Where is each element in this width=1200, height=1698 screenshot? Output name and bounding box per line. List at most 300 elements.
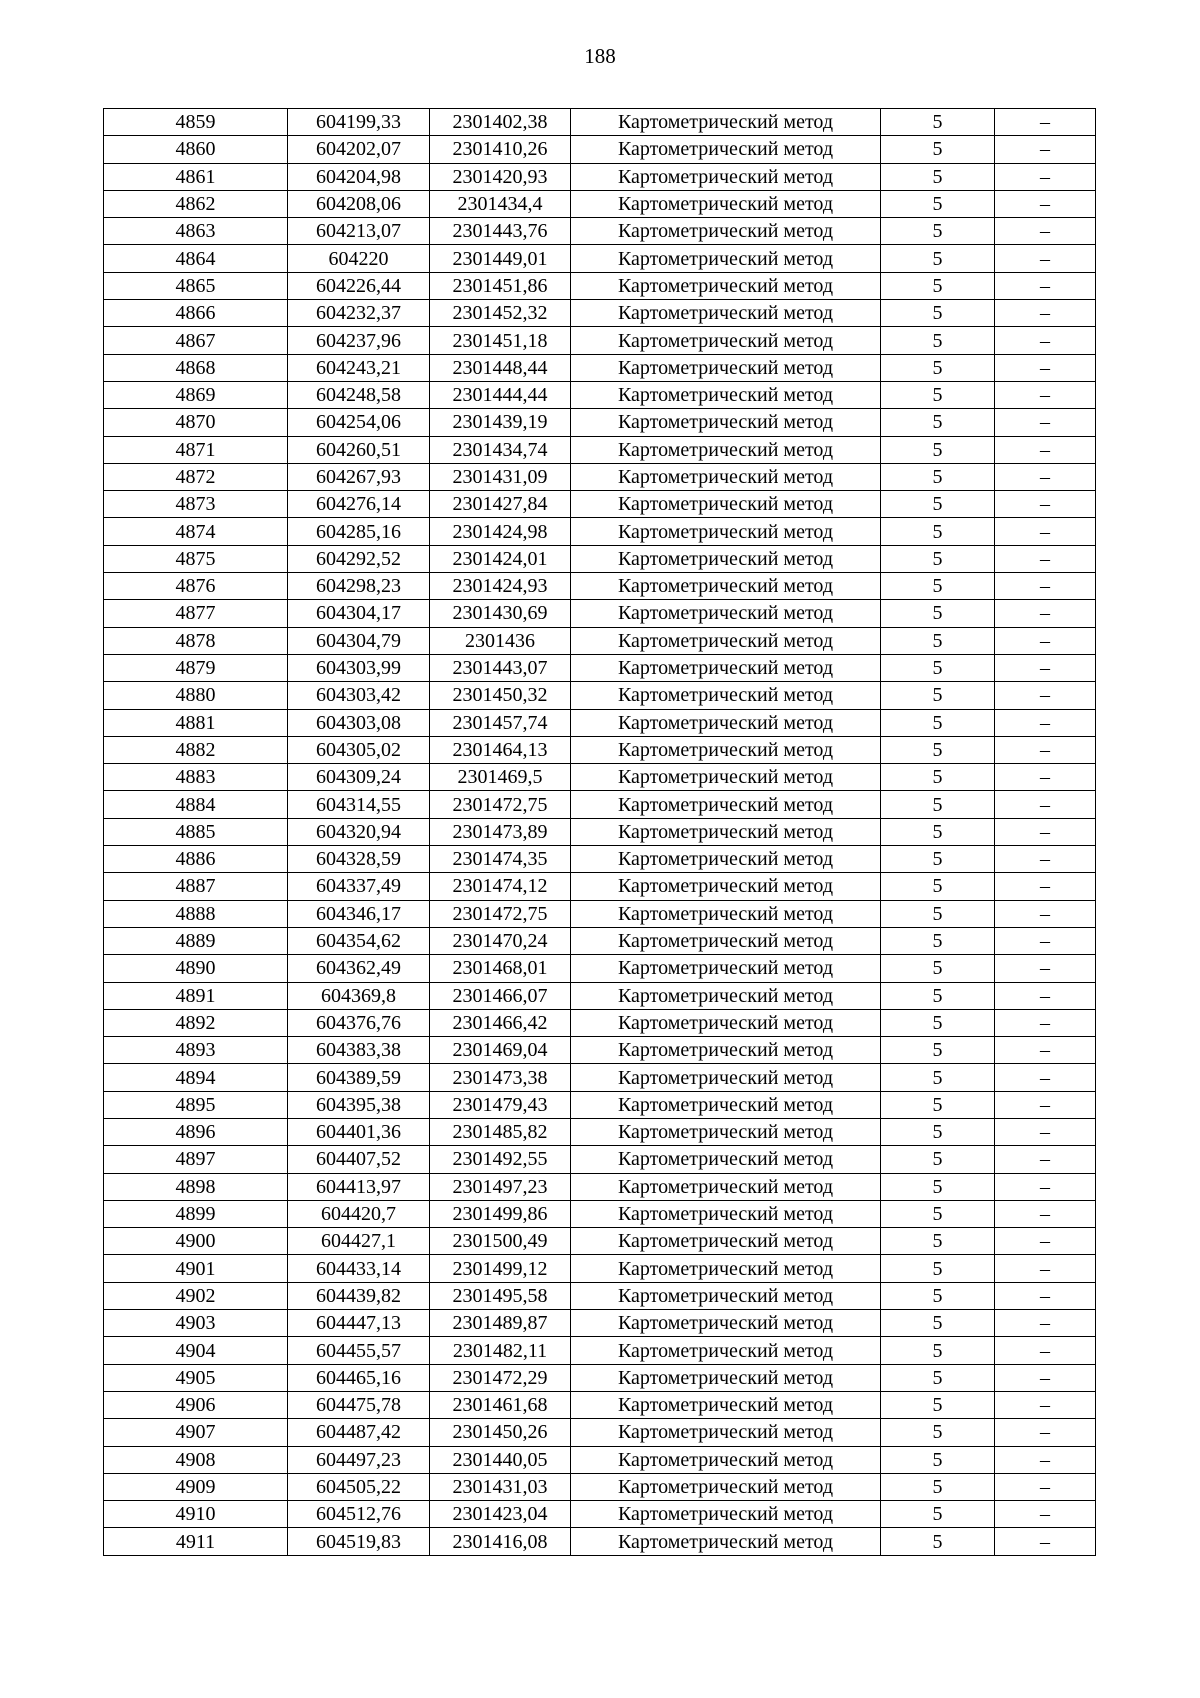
table-row [104,982,1096,1009]
x-coordinate-cell: 604328,59 [288,846,430,873]
y-coordinate-cell: 2301436 [430,627,571,654]
x-coordinate-cell: 604232,37 [288,300,430,327]
description-cell: – [995,1009,1096,1036]
x-coordinate-cell: 604362,49 [288,955,430,982]
method-cell: Картометрический метод [571,873,881,900]
accuracy-cell: 5 [881,272,995,299]
method-cell: Картометрический метод [571,1337,881,1364]
description-cell: – [995,545,1096,572]
y-coordinate-cell: 2301474,12 [430,873,571,900]
description-cell: – [995,190,1096,217]
accuracy-cell: 5 [881,900,995,927]
point-number-cell: 4906 [104,1391,288,1418]
x-coordinate-cell: 604395,38 [288,1091,430,1118]
method-cell: Картометрический метод [571,1310,881,1337]
table-row [104,463,1096,490]
description-cell: – [995,736,1096,763]
x-coordinate-cell: 604292,52 [288,545,430,572]
point-number-cell: 4893 [104,1037,288,1064]
point-number-cell: 4891 [104,982,288,1009]
description-cell: – [995,1228,1096,1255]
method-cell: Картометрический метод [571,1064,881,1091]
point-number-cell: 4885 [104,818,288,845]
table-row [104,654,1096,681]
x-coordinate-cell: 604199,33 [288,109,430,136]
accuracy-cell: 5 [881,1337,995,1364]
accuracy-cell: 5 [881,218,995,245]
page-number: 188 [584,44,616,68]
method-cell: Картометрический метод [571,600,881,627]
x-coordinate-cell: 604427,1 [288,1228,430,1255]
y-coordinate-cell: 2301457,74 [430,709,571,736]
accuracy-cell: 5 [881,436,995,463]
method-cell: Картометрический метод [571,1091,881,1118]
method-cell: Картометрический метод [571,1419,881,1446]
y-coordinate-cell: 2301472,29 [430,1364,571,1391]
table-row [104,682,1096,709]
point-number-cell: 4880 [104,682,288,709]
method-cell: Картометрический метод [571,1118,881,1145]
y-coordinate-cell: 2301469,5 [430,764,571,791]
point-number-cell: 4859 [104,109,288,136]
x-coordinate-cell: 604213,07 [288,218,430,245]
point-number-cell: 4910 [104,1501,288,1528]
accuracy-cell: 5 [881,136,995,163]
y-coordinate-cell: 2301434,4 [430,190,571,217]
x-coordinate-cell: 604303,08 [288,709,430,736]
y-coordinate-cell: 2301439,19 [430,409,571,436]
accuracy-cell: 5 [881,791,995,818]
table-row [104,1364,1096,1391]
description-cell: – [995,818,1096,845]
description-cell: – [995,600,1096,627]
table-row [104,491,1096,518]
method-cell: Картометрический метод [571,764,881,791]
x-coordinate-cell: 604320,94 [288,818,430,845]
table-row [104,1037,1096,1064]
x-coordinate-cell: 604267,93 [288,463,430,490]
accuracy-cell: 5 [881,573,995,600]
table-row [104,1255,1096,1282]
point-number-cell: 4874 [104,518,288,545]
y-coordinate-cell: 2301472,75 [430,900,571,927]
x-coordinate-cell: 604346,17 [288,900,430,927]
point-number-cell: 4872 [104,463,288,490]
table-row [104,873,1096,900]
description-cell: – [995,491,1096,518]
y-coordinate-cell: 2301466,07 [430,982,571,1009]
y-coordinate-cell: 2301500,49 [430,1228,571,1255]
description-cell: – [995,1473,1096,1500]
point-number-cell: 4904 [104,1337,288,1364]
method-cell: Картометрический метод [571,136,881,163]
point-number-cell: 4898 [104,1173,288,1200]
method-cell: Картометрический метод [571,736,881,763]
description-cell: – [995,982,1096,1009]
table-row [104,545,1096,572]
description-cell: – [995,873,1096,900]
method-cell: Картометрический метод [571,245,881,272]
table-row [104,818,1096,845]
description-cell: – [995,463,1096,490]
accuracy-cell: 5 [881,600,995,627]
x-coordinate-cell: 604204,98 [288,163,430,190]
table-row [104,163,1096,190]
table-row [104,300,1096,327]
table-row [104,1064,1096,1091]
description-cell: – [995,1391,1096,1418]
method-cell: Картометрический метод [571,1446,881,1473]
method-cell: Картометрический метод [571,463,881,490]
table-row [104,436,1096,463]
table-row [104,1009,1096,1036]
x-coordinate-cell: 604505,22 [288,1473,430,1500]
x-coordinate-cell: 604298,23 [288,573,430,600]
accuracy-cell: 5 [881,1118,995,1145]
method-cell: Картометрический метод [571,709,881,736]
y-coordinate-cell: 2301431,09 [430,463,571,490]
accuracy-cell: 5 [881,627,995,654]
x-coordinate-cell: 604433,14 [288,1255,430,1282]
x-coordinate-cell: 604487,42 [288,1419,430,1446]
y-coordinate-cell: 2301443,76 [430,218,571,245]
accuracy-cell: 5 [881,1200,995,1227]
accuracy-cell: 5 [881,1064,995,1091]
y-coordinate-cell: 2301450,32 [430,682,571,709]
x-coordinate-cell: 604413,97 [288,1173,430,1200]
y-coordinate-cell: 2301468,01 [430,955,571,982]
accuracy-cell: 5 [881,682,995,709]
point-number-cell: 4907 [104,1419,288,1446]
table-row [104,573,1096,600]
table-row [104,218,1096,245]
method-cell: Картометрический метод [571,190,881,217]
method-cell: Картометрический метод [571,109,881,136]
accuracy-cell: 5 [881,1173,995,1200]
table-row [104,1391,1096,1418]
table-row [104,1200,1096,1227]
description-cell: – [995,354,1096,381]
description-cell: – [995,764,1096,791]
y-coordinate-cell: 2301473,89 [430,818,571,845]
x-coordinate-cell: 604389,59 [288,1064,430,1091]
description-cell: – [995,1037,1096,1064]
description-cell: – [995,791,1096,818]
accuracy-cell: 5 [881,245,995,272]
table-row [104,1146,1096,1173]
table-row [104,1091,1096,1118]
description-cell: – [995,436,1096,463]
description-cell: – [995,955,1096,982]
y-coordinate-cell: 2301430,69 [430,600,571,627]
accuracy-cell: 5 [881,409,995,436]
description-cell: – [995,245,1096,272]
x-coordinate-cell: 604303,99 [288,654,430,681]
method-cell: Картометрический метод [571,327,881,354]
table-row [104,791,1096,818]
accuracy-cell: 5 [881,1255,995,1282]
point-number-cell: 4873 [104,491,288,518]
point-number-cell: 4865 [104,272,288,299]
y-coordinate-cell: 2301470,24 [430,927,571,954]
method-cell: Картометрический метод [571,518,881,545]
x-coordinate-cell: 604447,13 [288,1310,430,1337]
y-coordinate-cell: 2301473,38 [430,1064,571,1091]
description-cell: – [995,1364,1096,1391]
y-coordinate-cell: 2301431,03 [430,1473,571,1500]
accuracy-cell: 5 [881,1501,995,1528]
table-row [104,709,1096,736]
x-coordinate-cell: 604226,44 [288,272,430,299]
y-coordinate-cell: 2301461,68 [430,1391,571,1418]
accuracy-cell: 5 [881,846,995,873]
point-number-cell: 4869 [104,381,288,408]
y-coordinate-cell: 2301469,04 [430,1037,571,1064]
accuracy-cell: 5 [881,709,995,736]
table-row [104,518,1096,545]
point-number-cell: 4867 [104,327,288,354]
x-coordinate-cell: 604303,42 [288,682,430,709]
accuracy-cell: 5 [881,736,995,763]
x-coordinate-cell: 604260,51 [288,436,430,463]
description-cell: – [995,272,1096,299]
method-cell: Картометрический метод [571,1146,881,1173]
x-coordinate-cell: 604376,76 [288,1009,430,1036]
y-coordinate-cell: 2301464,13 [430,736,571,763]
table-row [104,1310,1096,1337]
method-cell: Картометрический метод [571,218,881,245]
table-row [104,109,1096,136]
method-cell: Картометрический метод [571,1173,881,1200]
x-coordinate-cell: 604337,49 [288,873,430,900]
y-coordinate-cell: 2301497,23 [430,1173,571,1200]
description-cell: – [995,409,1096,436]
accuracy-cell: 5 [881,1009,995,1036]
description-cell: – [995,1064,1096,1091]
method-cell: Картометрический метод [571,982,881,1009]
table-row [104,1118,1096,1145]
point-number-cell: 4888 [104,900,288,927]
accuracy-cell: 5 [881,764,995,791]
x-coordinate-cell: 604285,16 [288,518,430,545]
description-cell: – [995,900,1096,927]
table-row [104,409,1096,436]
accuracy-cell: 5 [881,1037,995,1064]
description-cell: – [995,573,1096,600]
y-coordinate-cell: 2301410,26 [430,136,571,163]
accuracy-cell: 5 [881,1419,995,1446]
x-coordinate-cell: 604237,96 [288,327,430,354]
description-cell: – [995,1501,1096,1528]
accuracy-cell: 5 [881,1446,995,1473]
accuracy-cell: 5 [881,927,995,954]
description-cell: – [995,1118,1096,1145]
description-cell: – [995,1282,1096,1309]
table-row [104,627,1096,654]
accuracy-cell: 5 [881,327,995,354]
description-cell: – [995,1310,1096,1337]
point-number-cell: 4887 [104,873,288,900]
accuracy-cell: 5 [881,109,995,136]
method-cell: Картометрический метод [571,1501,881,1528]
method-cell: Картометрический метод [571,654,881,681]
accuracy-cell: 5 [881,1528,995,1555]
point-number-cell: 4895 [104,1091,288,1118]
accuracy-cell: 5 [881,1310,995,1337]
method-cell: Картометрический метод [571,381,881,408]
method-cell: Картометрический метод [571,436,881,463]
x-coordinate-cell: 604519,83 [288,1528,430,1555]
table-row [104,955,1096,982]
x-coordinate-cell: 604455,57 [288,1337,430,1364]
point-number-cell: 4879 [104,654,288,681]
x-coordinate-cell: 604497,23 [288,1446,430,1473]
accuracy-cell: 5 [881,818,995,845]
accuracy-cell: 5 [881,1282,995,1309]
y-coordinate-cell: 2301449,01 [430,245,571,272]
y-coordinate-cell: 2301451,18 [430,327,571,354]
x-coordinate-cell: 604407,52 [288,1146,430,1173]
point-number-cell: 4877 [104,600,288,627]
description-cell: – [995,627,1096,654]
y-coordinate-cell: 2301424,01 [430,545,571,572]
y-coordinate-cell: 2301443,07 [430,654,571,681]
accuracy-cell: 5 [881,1391,995,1418]
description-cell: – [995,218,1096,245]
table-row [104,1173,1096,1200]
point-number-cell: 4882 [104,736,288,763]
y-coordinate-cell: 2301474,35 [430,846,571,873]
point-number-cell: 4878 [104,627,288,654]
method-cell: Картометрический метод [571,491,881,518]
point-number-cell: 4884 [104,791,288,818]
description-cell: – [995,1419,1096,1446]
table-row [104,1282,1096,1309]
y-coordinate-cell: 2301499,12 [430,1255,571,1282]
y-coordinate-cell: 2301451,86 [430,272,571,299]
description-cell: – [995,927,1096,954]
point-number-cell: 4860 [104,136,288,163]
point-number-cell: 4899 [104,1200,288,1227]
point-number-cell: 4863 [104,218,288,245]
accuracy-cell: 5 [881,354,995,381]
x-coordinate-cell: 604304,79 [288,627,430,654]
y-coordinate-cell: 2301444,44 [430,381,571,408]
description-cell: – [995,1173,1096,1200]
x-coordinate-cell: 604512,76 [288,1501,430,1528]
y-coordinate-cell: 2301424,93 [430,573,571,600]
description-cell: – [995,109,1096,136]
method-cell: Картометрический метод [571,900,881,927]
table-row [104,1228,1096,1255]
table-row [104,381,1096,408]
y-coordinate-cell: 2301448,44 [430,354,571,381]
y-coordinate-cell: 2301416,08 [430,1528,571,1555]
accuracy-cell: 5 [881,300,995,327]
y-coordinate-cell: 2301492,55 [430,1146,571,1173]
table-row [104,327,1096,354]
point-number-cell: 4900 [104,1228,288,1255]
description-cell: – [995,381,1096,408]
method-cell: Картометрический метод [571,955,881,982]
method-cell: Картометрический метод [571,354,881,381]
table-row [104,245,1096,272]
method-cell: Картометрический метод [571,1473,881,1500]
x-coordinate-cell: 604420,7 [288,1200,430,1227]
table-row [104,1446,1096,1473]
table-row [104,136,1096,163]
table-row [104,764,1096,791]
x-coordinate-cell: 604369,8 [288,982,430,1009]
method-cell: Картометрический метод [571,1228,881,1255]
point-number-cell: 4905 [104,1364,288,1391]
y-coordinate-cell: 2301420,93 [430,163,571,190]
method-cell: Картометрический метод [571,545,881,572]
description-cell: – [995,1337,1096,1364]
y-coordinate-cell: 2301479,43 [430,1091,571,1118]
method-cell: Картометрический метод [571,1282,881,1309]
point-number-cell: 4876 [104,573,288,600]
x-coordinate-cell: 604309,24 [288,764,430,791]
description-cell: – [995,1528,1096,1555]
description-cell: – [995,709,1096,736]
x-coordinate-cell: 604220 [288,245,430,272]
method-cell: Картометрический метод [571,573,881,600]
point-number-cell: 4889 [104,927,288,954]
table-row [104,1501,1096,1528]
description-cell: – [995,1200,1096,1227]
description-cell: – [995,654,1096,681]
y-coordinate-cell: 2301440,05 [430,1446,571,1473]
method-cell: Картометрический метод [571,791,881,818]
method-cell: Картометрический метод [571,1528,881,1555]
accuracy-cell: 5 [881,545,995,572]
point-number-cell: 4911 [104,1528,288,1555]
method-cell: Картометрический метод [571,627,881,654]
description-cell: – [995,846,1096,873]
point-number-cell: 4901 [104,1255,288,1282]
method-cell: Картометрический метод [571,1037,881,1064]
x-coordinate-cell: 604475,78 [288,1391,430,1418]
y-coordinate-cell: 2301485,82 [430,1118,571,1145]
method-cell: Картометрический метод [571,1364,881,1391]
description-cell: – [995,682,1096,709]
description-cell: – [995,327,1096,354]
point-number-cell: 4871 [104,436,288,463]
accuracy-cell: 5 [881,982,995,1009]
accuracy-cell: 5 [881,190,995,217]
method-cell: Картометрический метод [571,300,881,327]
accuracy-cell: 5 [881,1228,995,1255]
y-coordinate-cell: 2301423,04 [430,1501,571,1528]
x-coordinate-cell: 604276,14 [288,491,430,518]
method-cell: Картометрический метод [571,927,881,954]
point-number-cell: 4875 [104,545,288,572]
point-number-cell: 4908 [104,1446,288,1473]
description-cell: – [995,1446,1096,1473]
accuracy-cell: 5 [881,1091,995,1118]
table-row [104,900,1096,927]
table-row [104,190,1096,217]
method-cell: Картометрический метод [571,409,881,436]
description-cell: – [995,1255,1096,1282]
accuracy-cell: 5 [881,873,995,900]
accuracy-cell: 5 [881,518,995,545]
point-number-cell: 4890 [104,955,288,982]
x-coordinate-cell: 604305,02 [288,736,430,763]
point-number-cell: 4870 [104,409,288,436]
coordinates-table-body [104,109,1096,1556]
